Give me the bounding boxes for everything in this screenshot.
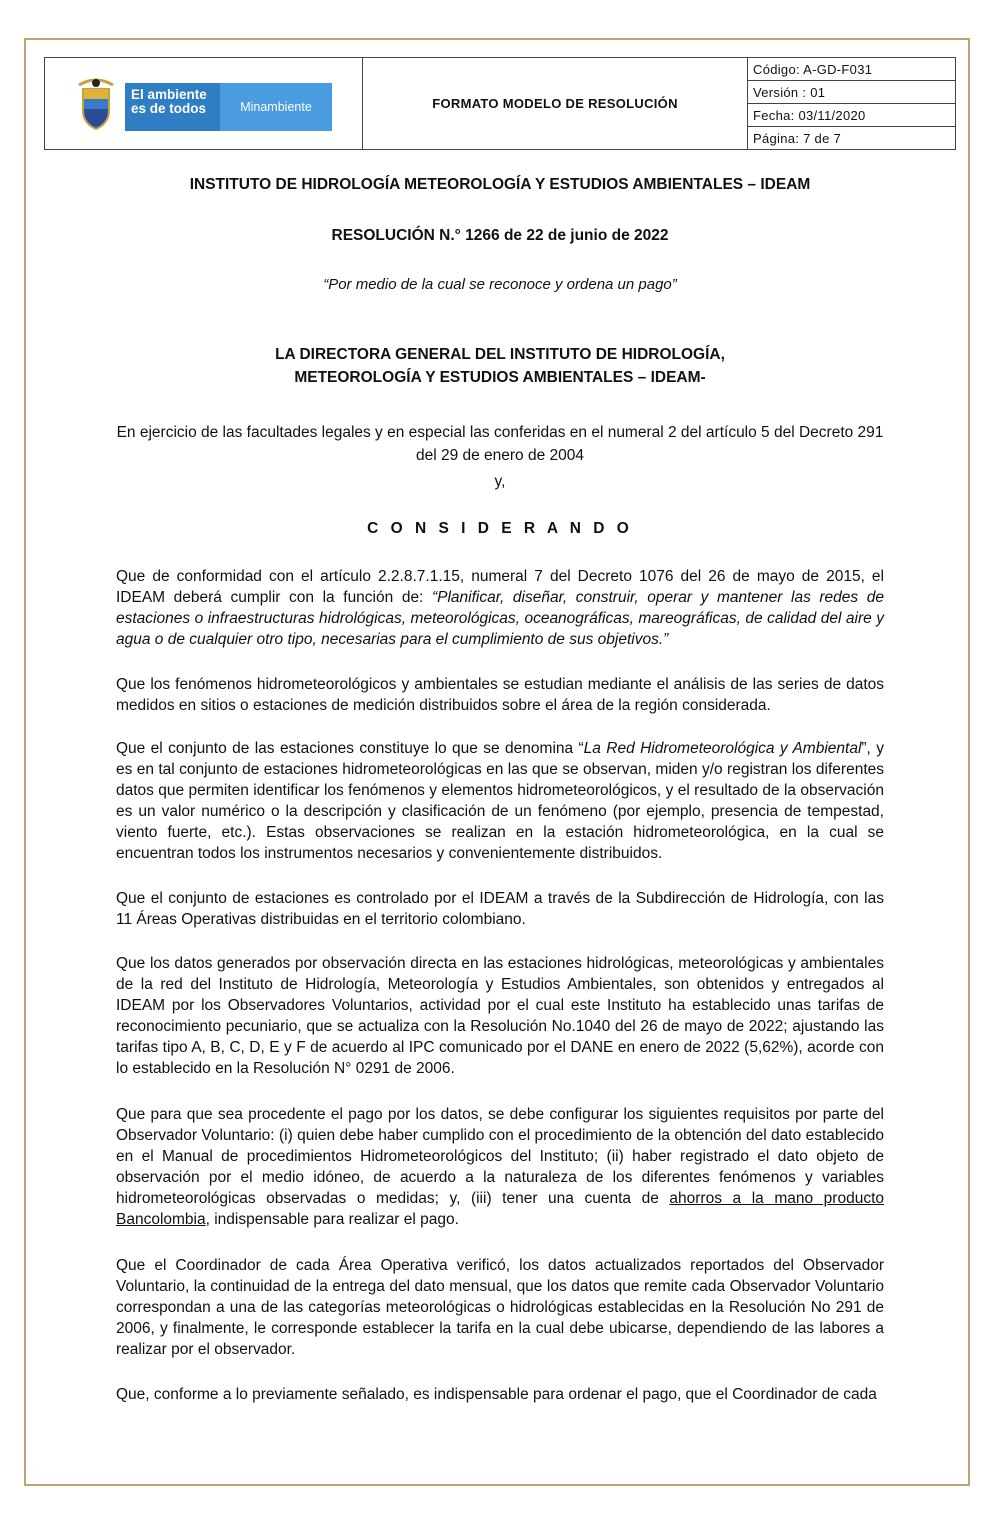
- logo-brand: Minambiente: [220, 83, 332, 131]
- paragraph-6-account: ahorros a la mano producto Bancolombia: [116, 1190, 884, 1228]
- logo-slogan-line2: es de todos: [131, 101, 207, 116]
- resolution-subtitle: “Por medio de la cual se reconoce y ordena un pago”: [323, 276, 677, 293]
- faculties-line3: y,: [494, 473, 506, 490]
- faculties-line2: del 29 de enero de 2004: [415, 447, 585, 464]
- minambiente-logo: [75, 75, 363, 131]
- paragraph-2: Que los fenómenos hidrometeorológicos y ambientales se estudian mediante el análisis de las series de datos medidos en sitios o estaciones de medición distribuidos sobre el área de la región considerada.: [116, 676, 884, 714]
- logo-slogan-line1: El ambiente: [131, 87, 207, 102]
- paragraph-1: [116, 566, 884, 650]
- paragraph-6-text-b: , indispensable para realizar el pago.: [205, 1211, 459, 1228]
- paragraph-1-quote: “Planificar, diseñar, construir, operar y mantener las redes de estaciones o infraestructuras hidrológicas, meteorológicas, oceanográficas, mareográficas, de calidad del aire y agua o de cualquier otro tipo, necesarias para el cumplimiento de sus objetivos.”: [116, 589, 884, 648]
- paragraph-3-network-name: La Red Hidrometeorológica y Ambiental: [583, 740, 862, 757]
- paragraph-3: [116, 738, 884, 864]
- paragraph-1-text: Que de conformidad con el artículo 2.2.8.7.1.15, numeral 7 del Decreto 1076 del 26 de mayo de 2015, el IDEAM deberá cumplir con la función de:: [116, 568, 884, 606]
- paragraph-5: Que los datos generados por observación directa en las estaciones hidrológicas, meteorológicas y ambientales de la red del Instituto de Hidrología, Meteorología y Estudios Ambientales, son obtenidos y entregados al IDEAM por los Observadores Voluntarios, actividad por el cual este Instituto ha establecido unas tarifas de reconocimiento pecuniario, que se actualiza con la Resolución No.1040 del 26 de mayo de 2022; ajustando las tarifas tipo A, B, C, D, E y F de acuerdo al IPC comunicado por el DANE en enero de 2022 (5,62%), acorde con lo establecido en la Resolución N° 0291 de 2006.: [116, 955, 884, 1077]
- paragraph-6-text-a: Que para que sea procedente el pago por los datos, se debe configurar los siguientes requisitos por parte del Observador Voluntario: (i) quien debe haber cumplido con el procedimiento de la obtención del dato establecido en el Manual de procedimientos Hidrometeorológicos del Instituto; (ii) haber registrado el dato objeto de observación por el medio idóneo, de acuerdo a la naturaleza de los diferentes fenómenos y variables hidrometeorológicas observadas o medidas; y, (iii) tener una cuenta de: [116, 1106, 884, 1207]
- paragraph-6: [116, 1104, 884, 1230]
- paragraph-4: Que el conjunto de estaciones es controlado por el IDEAM a través de la Subdirección de Hidrología, con las 11 Áreas Operativas distribuidas en el territorio colombiano.: [116, 890, 884, 928]
- director-line1: LA DIRECTORA GENERAL DEL INSTITUTO DE HIDROLOGÍA,: [275, 346, 725, 363]
- resolution-number: RESOLUCIÓN N.° 1266 de 22 de junio de 2022: [331, 227, 669, 244]
- paragraph-8: Que, conforme a lo previamente señalado, es indispensable para ordenar el pago, que el Coordinador de cada: [116, 1386, 877, 1403]
- logo-cell: [45, 58, 363, 150]
- faculties-line1: En ejercicio de las facultades legales y en especial las conferidas en el numeral 2 del artículo 5 del Decreto 291: [116, 424, 884, 441]
- paragraph-3-text-b: ”, y es en tal conjunto de estaciones hidrometeorológicas en las que se observan, miden y/o registran los diferentes datos que permiten identificar los fenómenos y elementos hidrometeorológicos, y el resultado de la observación es un valor numérico o la descripción y clasificación de un fenómeno (por ejemplo, presencia de tempestad, viento fuerte, etc.). Estas observaciones se realizan en la estación hidrometeorológica, en la cual se encuentran todos los instrumentos necesarios y convenientemente distribuidos.: [116, 740, 884, 862]
- logo-slogan: [125, 83, 220, 131]
- paragraph-3-text-a: Que el conjunto de las estaciones constituye lo que se denomina “: [116, 740, 584, 757]
- coat-of-arms-icon: [75, 75, 117, 131]
- meta-date: Fecha: 03/11/2020: [748, 104, 956, 127]
- considerando-heading: C O N S I D E R A N D O: [367, 520, 633, 537]
- meta-page: Página: 7 de 7: [748, 127, 956, 150]
- document-header: [44, 57, 956, 150]
- paragraph-7: Que el Coordinador de cada Área Operativa verificó, los datos actualizados reportados del Observador Voluntario, la continuidad de la entrega del dato mensual, que los datos que remite cada Observador Voluntario correspondan a una de las categorías meteorológicas o hidrológicas establecidas en la Resolución No 291 de 2006, y finalmente, le corresponde establecer la tarifa en la cual debe ubicarse, dependiendo de las labores a realizar por el observador.: [116, 1257, 884, 1358]
- meta-version: Versión : 01: [748, 81, 956, 104]
- meta-code: Código: A-GD-F031: [748, 58, 956, 81]
- director-line2: METEOROLOGÍA Y ESTUDIOS AMBIENTALES – IDEAM-: [294, 369, 706, 386]
- format-title: FORMATO MODELO DE RESOLUCIÓN: [363, 58, 748, 150]
- institute-heading: INSTITUTO DE HIDROLOGÍA METEOROLOGÍA Y ESTUDIOS AMBIENTALES – IDEAM: [189, 176, 811, 193]
